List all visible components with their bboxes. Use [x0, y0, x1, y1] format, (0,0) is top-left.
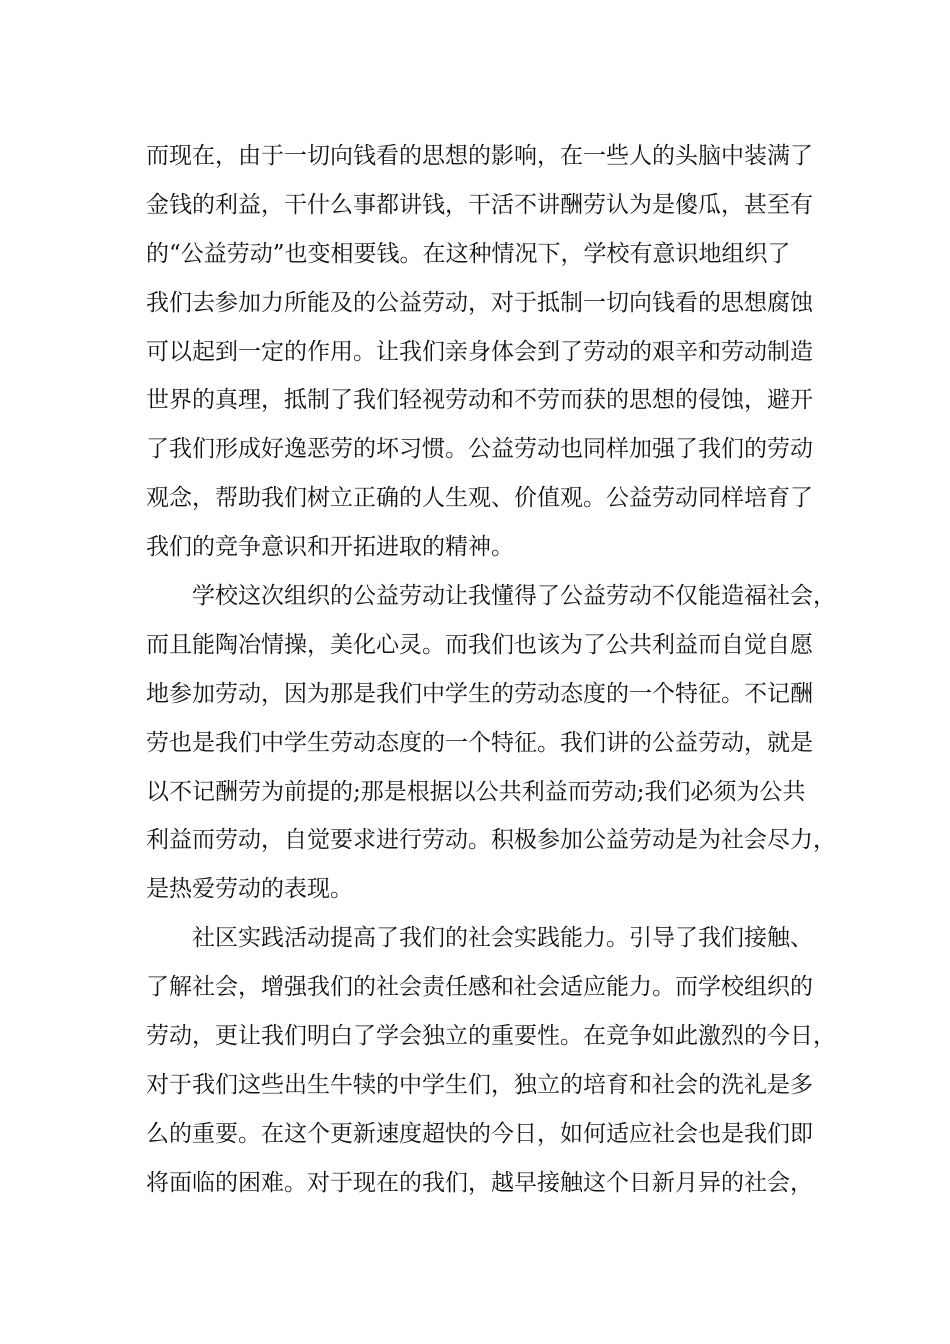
- text-line: 世界的真理，抵制了我们轻视劳动和不劳而获的思想的侵蚀，避开: [146, 387, 813, 414]
- text-line: 以不记酬劳为前提的;那是根据以公共利益而劳动;我们必须为公共: [146, 778, 806, 805]
- text-line: 可以起到一定的作用。让我们亲身体会到了劳动的艰辛和劳动制造: [146, 338, 813, 365]
- text-line: 地参加劳动，因为那是我们中学生的劳动态度的一个特征。不记酬: [146, 680, 813, 707]
- text-line: 社区实践活动提高了我们的社会实践能力。引导了我们接触、: [192, 925, 813, 952]
- document-body: [146, 132, 836, 1208]
- paragraph-2: [146, 572, 836, 914]
- text-line: 观念，帮助我们树立正确的人生观、价值观。公益劳动同样培育了: [146, 485, 813, 512]
- text-line: 学校这次组织的公益劳动让我懂得了公益劳动不仅能造福社会，: [192, 583, 836, 610]
- text-line: 而现在，由于一切向钱看的思想的影响，在一些人的头脑中装满了: [146, 143, 813, 169]
- text-line: 将面临的困难。对于现在的我们，越早接触这个日新月异的社会，: [146, 1169, 813, 1196]
- text-line: 对于我们这些出生牛犊的中学生们，独立的培育和社会的洗礼是多: [146, 1071, 813, 1098]
- text-line: 的“公益劳动”也变相要钱。在这种情况下，学校有意识地组织了: [146, 240, 791, 267]
- text-line: 劳也是我们中学生劳动态度的一个特征。我们讲的公益劳动，就是: [146, 729, 813, 756]
- text-line: 而且能陶冶情操，美化心灵。而我们也该为了公共利益而自觉自愿: [146, 631, 813, 658]
- paragraph-3: [146, 914, 836, 1207]
- text-line: 了解社会，增强我们的社会责任感和社会适应能力。而学校组织的: [146, 974, 813, 1001]
- text-line: 利益而劳动，自觉要求进行劳动。积极参加公益劳动是为社会尽力，: [146, 827, 836, 854]
- text-line: 我们的竞争意识和开拓进取的精神。: [146, 534, 514, 561]
- paragraph-1: [146, 132, 826, 572]
- text-line: 我们去参加力所能及的公益劳动，对于抵制一切向钱看的思想腐蚀: [146, 289, 813, 316]
- text-line: 了我们形成好逸恶劳的坏习惯。公益劳动也同样加强了我们的劳动: [146, 436, 813, 463]
- text-line: 劳动，更让我们明白了学会独立的重要性。在竞争如此激烈的今日，: [146, 1023, 836, 1050]
- text-line: 金钱的利益，干什么事都讲钱，干活不讲酬劳认为是傻瓜，甚至有: [146, 191, 813, 218]
- text-line: 是热爱劳动的表现。: [146, 876, 353, 903]
- text-line: 么的重要。在这个更新速度超快的今日，如何适应社会也是我们即: [146, 1120, 813, 1147]
